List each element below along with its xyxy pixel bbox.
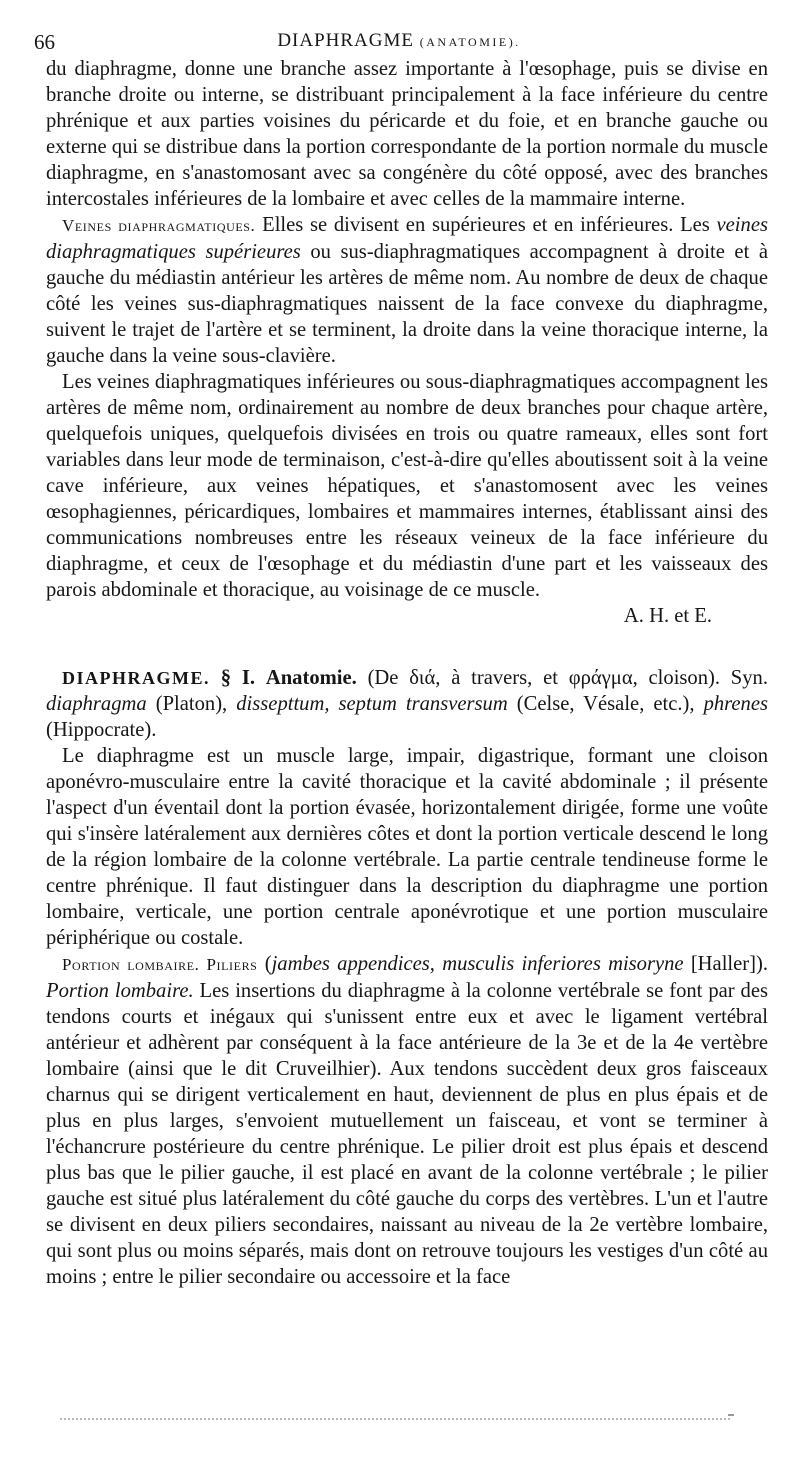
- running-title-main: DIAPHRAGME: [277, 30, 414, 51]
- running-title-subtitle: (ANATOMIE).: [419, 35, 521, 49]
- paragraph-definition: Le diaphragme est un muscle large, impair, digastrique, formant une cloison aponévro-musculaire entre la cavité thoracique et la cavité abdominale ; il présente l'aspect d'un éventail dont la portion évasée, horizontalement dirigée, forme une voûte qui s'insère latéralement aux dernières côtes et dont la portion verticale descend le long de la région lombaire de la colonne vertébrale. La partie centrale tendineuse forme le centre phrénique. Il faut distinguer dans la description du diaphragme une portion lombaire, verticale, une portion centrale aponévrotique et une portion musculaire périphérique ou costale.: [46, 745, 768, 949]
- term-lumbar-portion: Portion lombaire.: [46, 980, 194, 1002]
- article-intro: DIAPHRAGME. § I. Anatomie. (De διά, à travers, et φράγμα, cloison). Syn. diaphragma (Platon), dissepttum, septum transversum (Celse, Vésale, etc.), phrenes (Hippocrate).: [46, 667, 769, 741]
- paragraph-lumbar-portion: Portion lombaire. Piliers (jambes appendices, musculis inferiores misoryne [Haller]). Portion lombaire. Les insertions du diaphragme à la colonne vertébrale se font par des tendons courts et inégaux qui s'unissent entre eux et avec le ligament vertébral antérieur et adhèrent par conséquent à la face antérieure de la 3e et de la 4e vertèbre lombaire (ainsi que le dit Cruveilhier). Aux tendons succèdent deux gros faisceaux charnus qui se dirigent verticalement en haut, deviennent de plus en plus épais et de plus en plus larges, s'envoient mutuellement un faisceau, et vont se terminer à l'échancrure postérieure du centre phrénique. Le pilier droit est plus épais et descend plus bas que le pilier gauche, il est placé en avant de la colonne vertébrale ; le pilier gauche est situé plus latéralement du côté gauche du corps des vertèbres. L'un et l'autre se divisent en deux piliers secondaires, naissant au niveau de la 2e vertèbre lombaire, qui sont plus ou moins séparés, mais dont on retrouve toujours les vestiges d'un côté au moins ; entre le pilier secondaire ou accessoire et la face: [46, 953, 768, 1288]
- text-body: [46, 56, 768, 1290]
- bleed-through-mark: [728, 1414, 734, 1416]
- section-title: Anatomie.: [265, 667, 357, 689]
- article-spacer: [46, 629, 768, 665]
- synonym-celse: dissepttum, septum transversum: [236, 693, 508, 715]
- author-signature: A. H. et E.: [623, 605, 712, 627]
- running-title: [34, 30, 764, 52]
- bleed-through-line: [60, 1418, 730, 1420]
- section-mark: § I.: [220, 667, 256, 689]
- subheading-lumbar-portion: Portion lombaire.: [62, 955, 200, 974]
- paragraph-upper-veins: Veines diaphragmatiques. Elles se divisent en supérieures et en inférieures. Les veines diaphragmatiques supérieures ou sus-diaphragmatiques accompagnent à droite et à gauche du médiastin antérieur les artères de même nom. Au nombre de deux de chaque côté les veines sus-diaphragmatiques naissent de la face convexe du diaphragme, suivent le trajet de l'artère et se terminent, la droite dans la veine thoracique interne, la gauche dans la veine sous-clavière.: [46, 214, 768, 367]
- synonym-plato: diaphragma: [46, 693, 147, 715]
- term-upper-veins: veines diaphragmatiques supérieures: [46, 214, 768, 263]
- subheading-diaphragmatic-veins: Veines diaphragmatiques.: [62, 216, 256, 235]
- page-number: 66: [34, 30, 55, 54]
- running-header: [34, 26, 764, 56]
- paragraph-artery-continuation: du diaphragme, donne une branche assez importante à l'œsophage, puis se divise en branche droite ou interne, se distribuant principalement à la face inférieure du centre phrénique et aux parties voisines du péricarde et du foie, et en branche gauche ou externe qui se distribue dans la portion correspondante de la portion normale du muscle diaphragme, en s'anastomosant avec sa congénère du côté opposé, avec des branches intercostales inférieures de la lombaire et avec celles de la mammaire interne.: [46, 58, 768, 210]
- synonym-hippocrate: phrenes: [703, 693, 768, 715]
- subheading-pillars: Piliers: [199, 955, 258, 974]
- etymology: (De διά, à travers, et φράγμα, cloison). Syn.: [356, 667, 769, 689]
- headword: DIAPHRAGME.: [62, 668, 210, 688]
- paragraph-lower-veins: Les veines diaphragmatiques inférieures ou sous-diaphragmatiques accompagnent les artères de même nom, ordinairement au nombre de deux branches pour chaque artère, quelquefois uniques, quelquefois divisées en trois ou quatre rameaux, elles sont fort variables dans leur mode de terminaison, c'est-à-dire qu'elles aboutissent soit à la veine cave inférieure, aux veines hépatiques, et s'anastomosent avec les veines œsophagiennes, péricardiques, lombaires et mammaires internes, établissant ainsi des communications nombreuses entre les réseaux veineux de la face inférieure du diaphragme, et ceux de l'œsophage et du médiastin d'une part et les vaisseaux des parois abdominale et thoracique, au voisinage de ce muscle.: [46, 371, 768, 601]
- term-jambes: jambes appendices, musculis inferiores misoryne: [271, 953, 684, 975]
